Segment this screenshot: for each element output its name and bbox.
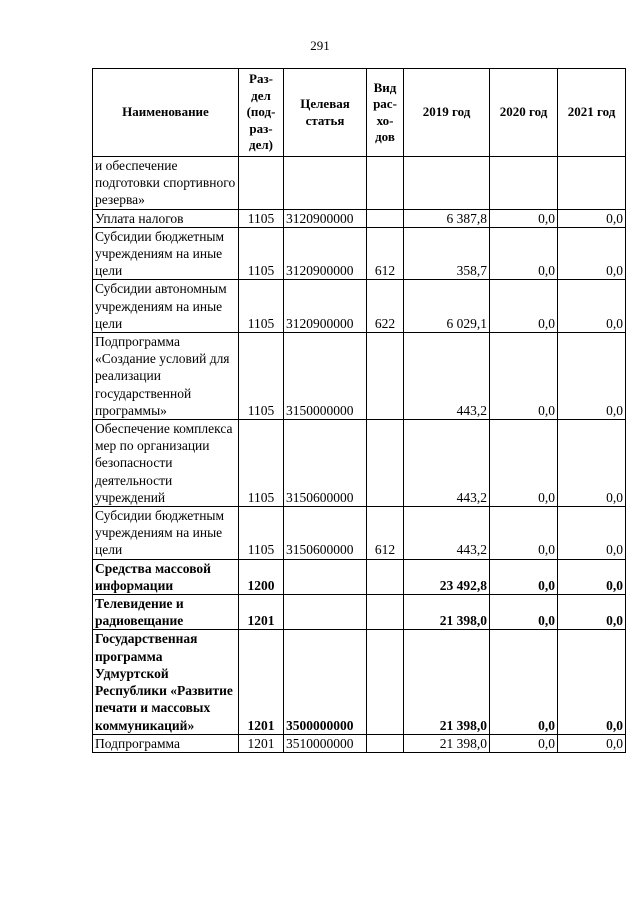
header-expense-type: Вид рас- хо- дов — [367, 69, 404, 157]
row-name: Субсидии бюджетным учреждениям на иные цели — [93, 507, 239, 560]
row-expense-type — [367, 595, 404, 630]
row-article: 3150600000 — [284, 507, 367, 560]
row-2021: 0,0 — [558, 420, 626, 507]
row-article: 3510000000 — [284, 734, 367, 752]
row-2020: 0,0 — [490, 227, 558, 280]
row-expense-type — [367, 734, 404, 752]
row-name: Средства массовой информации — [93, 559, 239, 594]
row-2019: 443,2 — [404, 420, 490, 507]
row-name: Субсидии автономным учреждениям на иные цели — [93, 280, 239, 333]
row-2019: 6 387,8 — [404, 209, 490, 227]
row-section: 1105 — [239, 507, 284, 560]
table-row — [93, 227, 626, 280]
header-2021: 2021 год — [558, 69, 626, 157]
row-name: Субсидии бюджетным учреждениям на иные цели — [93, 227, 239, 280]
row-2021: 0,0 — [558, 507, 626, 560]
row-2019: 443,2 — [404, 507, 490, 560]
row-2021: 0,0 — [558, 595, 626, 630]
budget-table — [92, 68, 626, 753]
table-row — [93, 280, 626, 333]
row-name: и обеспечение подготовки спортивного резерва» — [93, 157, 239, 210]
row-name: Телевидение и радиовещание — [93, 595, 239, 630]
table-row — [93, 420, 626, 507]
table-row — [93, 595, 626, 630]
row-2020: 0,0 — [490, 507, 558, 560]
header-2020: 2020 год — [490, 69, 558, 157]
row-expense-type — [367, 333, 404, 420]
row-2019: 21 398,0 — [404, 734, 490, 752]
row-section: 1105 — [239, 209, 284, 227]
row-expense-type — [367, 157, 404, 210]
row-name: Уплата налогов — [93, 209, 239, 227]
row-2020: 0,0 — [490, 333, 558, 420]
table-row — [93, 734, 626, 752]
row-article: 3150000000 — [284, 333, 367, 420]
row-2021 — [558, 157, 626, 210]
row-section: 1201 — [239, 734, 284, 752]
row-name: Подпрограмма — [93, 734, 239, 752]
table-row — [93, 333, 626, 420]
row-expense-type — [367, 559, 404, 594]
header-section: Раз- дел (под- раз- дел) — [239, 69, 284, 157]
row-article — [284, 559, 367, 594]
table-row — [93, 507, 626, 560]
row-section: 1105 — [239, 333, 284, 420]
row-article: 3120900000 — [284, 209, 367, 227]
row-2021: 0,0 — [558, 734, 626, 752]
row-expense-type — [367, 630, 404, 734]
row-2020: 0,0 — [490, 280, 558, 333]
row-section — [239, 157, 284, 210]
row-2021: 0,0 — [558, 209, 626, 227]
row-2019: 443,2 — [404, 333, 490, 420]
row-section: 1200 — [239, 559, 284, 594]
row-expense-type: 612 — [367, 227, 404, 280]
row-2020: 0,0 — [490, 595, 558, 630]
table-body — [93, 157, 626, 753]
row-section: 1201 — [239, 595, 284, 630]
row-article — [284, 595, 367, 630]
row-2019: 21 398,0 — [404, 595, 490, 630]
row-2020: 0,0 — [490, 420, 558, 507]
row-2019 — [404, 157, 490, 210]
table-row — [93, 157, 626, 210]
row-article: 3120900000 — [284, 227, 367, 280]
row-2019: 23 492,8 — [404, 559, 490, 594]
header-article: Целевая статья — [284, 69, 367, 157]
header-2019: 2019 год — [404, 69, 490, 157]
table-row — [93, 209, 626, 227]
row-2020: 0,0 — [490, 630, 558, 734]
row-2021: 0,0 — [558, 333, 626, 420]
row-expense-type: 622 — [367, 280, 404, 333]
row-article: 3500000000 — [284, 630, 367, 734]
page-number: 291 — [310, 38, 330, 53]
row-2020: 0,0 — [490, 209, 558, 227]
row-section: 1201 — [239, 630, 284, 734]
row-section: 1105 — [239, 227, 284, 280]
row-2020: 0,0 — [490, 734, 558, 752]
row-2020: 0,0 — [490, 559, 558, 594]
row-2019: 358,7 — [404, 227, 490, 280]
row-2019: 21 398,0 — [404, 630, 490, 734]
row-2020 — [490, 157, 558, 210]
row-2021: 0,0 — [558, 280, 626, 333]
row-expense-type — [367, 420, 404, 507]
row-name: Государственная программа Удмуртской Республики «Развитие печати и массовых коммуникаций» — [93, 630, 239, 734]
row-2021: 0,0 — [558, 227, 626, 280]
row-section: 1105 — [239, 420, 284, 507]
row-2021: 0,0 — [558, 559, 626, 594]
row-expense-type — [367, 209, 404, 227]
row-name: Обеспечение комплекса мер по организации безопасности деятельности учреждений — [93, 420, 239, 507]
row-2021: 0,0 — [558, 630, 626, 734]
row-article: 3150600000 — [284, 420, 367, 507]
table-row — [93, 630, 626, 734]
row-article: 3120900000 — [284, 280, 367, 333]
table-row — [93, 559, 626, 594]
row-name: Подпрограмма «Создание условий для реализации государственной программы» — [93, 333, 239, 420]
row-expense-type: 612 — [367, 507, 404, 560]
header-name: Наименование — [93, 69, 239, 157]
row-section: 1105 — [239, 280, 284, 333]
row-article — [284, 157, 367, 210]
row-2019: 6 029,1 — [404, 280, 490, 333]
